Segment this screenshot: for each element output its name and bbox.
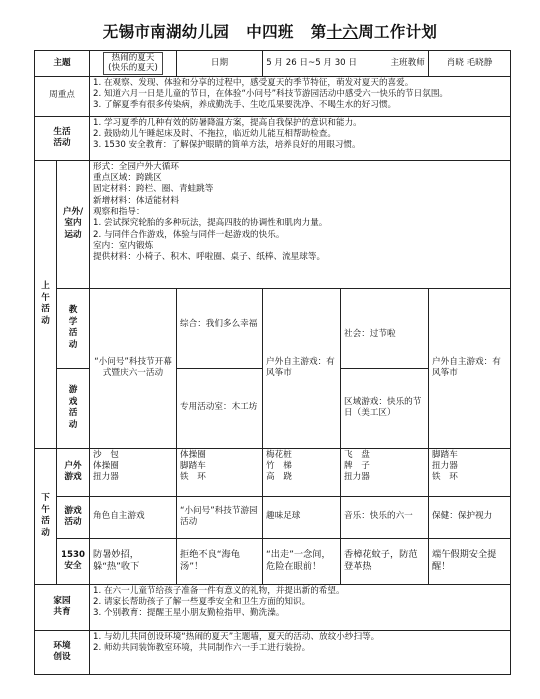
tuesday-teaching: 综合：我们多么幸福 xyxy=(177,288,263,368)
tue-game: “小问号”科技节游园活动 xyxy=(177,496,263,538)
outdoor-label-line: 运动 xyxy=(64,229,82,240)
afternoon-game-row xyxy=(35,496,511,538)
equipment-item: 牌 子 xyxy=(344,461,370,471)
tuesday-game: 专用活动室：木工坊 xyxy=(177,368,263,448)
equipment-item: 体操圈 xyxy=(180,449,206,460)
teach-label-char: 活 xyxy=(68,328,78,339)
page-title xyxy=(0,20,540,42)
morning-label-char: 活 xyxy=(41,304,50,315)
morning-label xyxy=(35,160,57,448)
equipment-item: 沙 包 xyxy=(93,449,119,460)
equipment-item: 铁 环 xyxy=(180,472,206,483)
weekly-focus-line-1: 1. 在观察、发现、体验和分享的过程中，感受夏天的季节特征，萌发对夏天的喜爱。 xyxy=(93,77,414,88)
mon-game: 角色自主游戏 xyxy=(90,496,177,538)
morning-label-char: 午 xyxy=(41,292,50,303)
outdoor-line: 形式：全园户外大循环 xyxy=(93,161,179,172)
env-line-2: 2. 师幼共同装饰教室环境，共同制作六一手工进行装扮。 xyxy=(93,643,311,653)
afternoon-label-char: 活 xyxy=(41,516,50,527)
outdoor-label-line: 室内 xyxy=(64,218,82,229)
theme-label: 主题 xyxy=(35,51,90,77)
play-label-char: 游 xyxy=(68,385,78,396)
teacher-value: 肖晓 毛晓静 xyxy=(429,51,511,77)
afternoon-outdoor-label-line: 游戏 xyxy=(64,472,82,483)
theme-box xyxy=(103,52,163,75)
morning-label-char: 上 xyxy=(41,281,50,292)
outdoor-line: 2. 与同伴合作游戏，体验与同伴一起游戏的快乐。 xyxy=(93,229,285,240)
teach-label xyxy=(57,288,90,368)
outdoor-label xyxy=(57,160,90,288)
thu-outdoor xyxy=(341,448,429,496)
outdoor-line: 观察和指导： xyxy=(93,207,145,218)
wednesday-activity: 户外自主游戏：有风筝市 xyxy=(263,288,341,448)
life-activity-label xyxy=(35,116,90,160)
weekly-plan-table xyxy=(34,50,511,675)
environment-label xyxy=(35,630,90,674)
fri-safety: 端午假期安全提醒！ xyxy=(429,538,511,584)
life-activity-content xyxy=(90,116,511,160)
thursday-teaching: 社会：过节啦 xyxy=(341,288,429,368)
fri-game: 保健：保护视力 xyxy=(429,496,511,538)
life-line-1: 1. 学习夏季的几种有效的防暑降温方案，提高自我保护的意识和能力。 xyxy=(93,117,362,128)
equipment-item: 梅花桩 xyxy=(266,449,292,460)
equipment-item: 体操圈 xyxy=(93,461,119,471)
environment-content xyxy=(90,630,511,674)
play-label-char: 戏 xyxy=(68,396,78,407)
wed-safety: “出走”一念间，危险在眼前！ xyxy=(263,538,341,584)
play-label xyxy=(57,368,90,448)
equipment-item: 高 跷 xyxy=(266,472,292,483)
life-activity-row xyxy=(35,116,511,160)
home-label-1: 家园 xyxy=(53,595,71,606)
afternoon-game-label-line: 活动 xyxy=(64,517,82,528)
outdoor-line: 提供材料：小椅子、积木、呼啦圈、桌子、纸棒、流星球等。 xyxy=(93,252,326,263)
fri-outdoor xyxy=(429,448,511,496)
outdoor-line: 固定材料：跨栏、圈、青蛙跳等 xyxy=(93,184,214,195)
afternoon-game-label xyxy=(57,496,90,538)
monday-activity: “小问号”科技节开幕式暨庆六一活动 xyxy=(90,288,177,448)
outdoor-line: 室内：室内锻炼 xyxy=(93,241,154,252)
theme-line-2: (快乐的夏天) xyxy=(108,63,158,74)
home-label-2: 共育 xyxy=(53,607,71,618)
play-label-char: 活 xyxy=(68,408,78,419)
home-coop-label xyxy=(35,584,90,630)
wed-game: 趣味足球 xyxy=(263,496,341,538)
equipment-item: 铁 环 xyxy=(432,472,458,483)
home-line-2: 2. 请家长帮助孩子了解一些夏季安全和卫生方面的知识。 xyxy=(93,597,311,607)
play-label-char: 动 xyxy=(68,419,78,430)
afternoon-outdoor-label xyxy=(57,448,90,496)
school-name: 无锡市南湖幼儿园 xyxy=(102,23,230,41)
afternoon-label xyxy=(35,448,57,584)
weekly-focus-row xyxy=(35,76,511,116)
outdoor-line: 新增材料：体适能材料 xyxy=(93,195,179,206)
outdoor-line: 重点区域：跨跳区 xyxy=(93,173,162,183)
afternoon-outdoor-row xyxy=(35,448,511,496)
home-line-1: 1. 在六一儿童节给孩子准备一件有意义的礼物，并提出新的希望。 xyxy=(93,585,345,596)
life-line-3: 3. 1530 安全教育：了解保护眼睛的简单方法，培养良好的用眼习惯。 xyxy=(93,140,361,151)
week-number: 十六 xyxy=(326,23,359,41)
home-coop-content xyxy=(90,584,511,630)
afternoon-game-label-line: 游戏 xyxy=(64,505,82,516)
morning-teaching-row xyxy=(35,288,511,368)
teach-label-char: 学 xyxy=(68,316,78,327)
equipment-item: 飞 盘 xyxy=(344,449,370,460)
safety-label-line: 安全 xyxy=(64,561,82,572)
teach-label-char: 教 xyxy=(68,305,78,316)
outdoor-label-line: 户外/ xyxy=(62,207,84,218)
date-text: 5 月 26 日~5 月 30 日 xyxy=(266,57,357,68)
weekly-focus-label: 周重点 xyxy=(35,76,90,116)
mon-safety: 防暑妙招，躲“热”收下 xyxy=(90,538,177,584)
theme-line-1: 热闹的夏天 xyxy=(111,53,155,63)
outdoor-line: 1. 尝试探究轮胎的多种玩法，提高四肢的协调性和肌肉力量。 xyxy=(93,218,328,229)
class-name: 中四班 xyxy=(246,23,294,41)
date-value xyxy=(263,51,429,77)
teacher-label: 主班教师 xyxy=(390,57,425,68)
equipment-item: 扭力器 xyxy=(432,461,458,471)
afternoon-label-char: 动 xyxy=(41,527,50,538)
equipment-item: 脚踏车 xyxy=(180,461,206,471)
morning-outdoor-row xyxy=(35,160,511,288)
equipment-item: 竹 梯 xyxy=(266,461,292,471)
life-label-2: 活动 xyxy=(53,138,71,149)
week-suffix: 周工作计划 xyxy=(358,23,438,41)
week-prefix: 第 xyxy=(310,23,327,41)
safety-label-line: 1530 xyxy=(61,549,85,560)
environment-row xyxy=(35,630,511,674)
afternoon-safety-row xyxy=(35,538,511,584)
tue-safety: 拒绝不良“海龟汤”！ xyxy=(177,538,263,584)
morning-label-char: 动 xyxy=(41,315,50,326)
life-label-1: 生活 xyxy=(53,126,71,137)
teach-label-char: 动 xyxy=(68,339,78,350)
equipment-item: 脚踏车 xyxy=(432,449,458,460)
friday-activity: 户外自主游戏：有风筝市 xyxy=(429,288,511,448)
weekly-focus-line-3: 3. 了解夏季有很多传染病，养成勤洗手、生吃瓜果要洗净、不喝生水的好习惯。 xyxy=(93,100,397,111)
wed-outdoor xyxy=(263,448,341,496)
env-line-1: 1. 与幼儿共同创设环境“热闹的夏天”主题墙，夏天的活动、放纹小纱扫等。 xyxy=(93,631,380,642)
home-coop-row xyxy=(35,584,511,630)
life-line-2: 2. 鼓励幼儿午睡起床及时、不拖拉，临近幼儿能互相帮助检查。 xyxy=(93,129,336,139)
thursday-game: 区域游戏：快乐的节日（美工区） xyxy=(341,368,429,448)
weekly-focus-line-2: 2. 知道六月一日是儿童的节日，在体验“小问号”科技节游园活动中感受六一快乐的节日氛围。 xyxy=(93,89,449,99)
afternoon-outdoor-label-line: 户外 xyxy=(64,460,82,471)
thu-game: 音乐：快乐的六一 xyxy=(341,496,429,538)
equipment-item: 扭力器 xyxy=(344,472,370,483)
mon-outdoor xyxy=(90,448,177,496)
env-label-1: 环境 xyxy=(53,640,71,651)
equipment-item: 扭力器 xyxy=(93,472,119,483)
safety-label xyxy=(57,538,90,584)
outdoor-content xyxy=(90,160,511,288)
afternoon-label-char: 午 xyxy=(41,504,50,515)
date-label: 日期 xyxy=(177,51,263,77)
thu-safety: 香樟花蚊子，防范登革热 xyxy=(341,538,429,584)
weekly-focus-content xyxy=(90,76,511,116)
home-line-3: 3. 个别教育：提醒王星小朋友勤检指甲、勤洗澡。 xyxy=(93,608,285,619)
afternoon-label-char: 下 xyxy=(41,493,50,504)
tue-outdoor xyxy=(177,448,263,496)
top-row xyxy=(35,51,511,77)
theme-cell xyxy=(90,51,177,77)
env-label-2: 创设 xyxy=(53,652,71,663)
